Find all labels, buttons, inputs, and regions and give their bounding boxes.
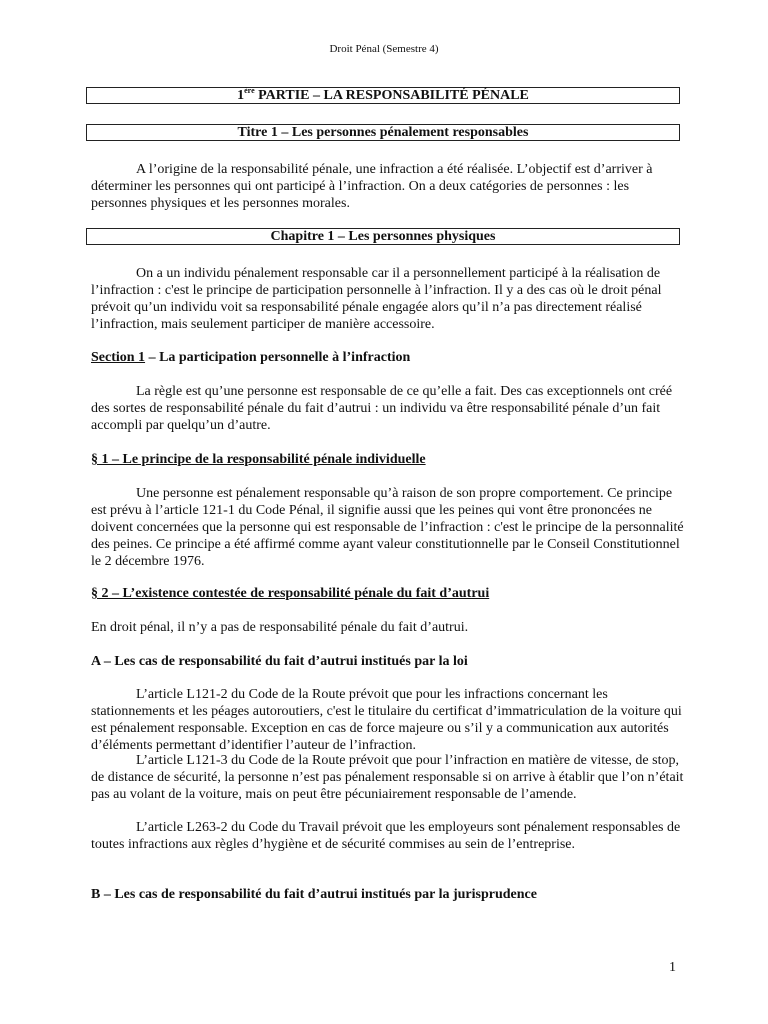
subsection-b-heading: B – Les cas de responsabilité du fait d’autrui institués par la jurisprudence bbox=[91, 887, 537, 902]
subsection-a-text-1: L’article L121-2 du Code de la Route prévoit que pour les infractions concernant les stationnements et les péages autoroutiers, c'est le titulaire du certificat d’immatriculation de la voiture qui est pénalement responsable. Exception en cas de force majeure ou s’il y a communication aux autorités d’éléments permettant d’identifier l’auteur de l’infraction. bbox=[91, 687, 682, 753]
paragraph-1-heading: § 1 – Le principe de la responsabilité pénale individuelle bbox=[91, 452, 426, 467]
section-paragraph: La règle est qu’une personne est responsable de ce qu’elle a fait. Des cas exceptionnels ont créé des sortes de responsabilité pénale du fait d’autrui : un individu va être responsabilité pénale d’un fait accompli par quelqu’un d’autre. bbox=[91, 384, 673, 433]
subsection-a-heading: A – Les cas de responsabilité du fait d’autrui institués par la loi bbox=[91, 654, 468, 669]
paragraph-2-heading: § 2 – L’existence contestée de responsabilité pénale du fait d’autrui bbox=[91, 586, 490, 601]
paragraph-2-text: En droit pénal, il n’y a pas de responsabilité pénale du fait d’autrui. bbox=[91, 620, 469, 635]
partie-heading-box bbox=[86, 87, 680, 104]
chapitre-paragraph: On a un individu pénalement responsable car il a personnellement participé à la réalisation de l’infraction : c'est le principe de participation personnelle à l’infraction. Il y a des cas où le droit pénal prévoit qu’un individu voit sa responsabilité pénale engagée alors qu’il n’a pas directement réalisé l’infraction, mais seulement participer de manière accessoire. bbox=[91, 266, 662, 332]
subsection-a-text-3: L’article L263-2 du Code du Travail prévoit que les employeurs sont pénalement responsables de toutes infractions aux règles d’hygiène et de sécurité commises au sein de l’entreprise. bbox=[91, 820, 681, 852]
paragraph-1-text: Une personne est pénalement responsable qu’à raison de son propre comportement. Ce principe est prévu à l’article 121-1 du Code Pénal, il signifie aussi que les peines qui vont être prononcées ne doivent concernées que la personne qui est responsable de l’infraction : c'est le principe de la personnalité des peines. Ce principe a été affirmé comme ayant valeur constitutionnelle par le Conseil Constitutionnel le 2 décembre 1976. bbox=[91, 486, 684, 569]
section-title: – La participation personnelle à l’infraction bbox=[145, 350, 411, 365]
intro-paragraph: A l’origine de la responsabilité pénale, une infraction a été réalisée. L’objectif est d’arriver à déterminer les personnes qui ont participé à l’infraction. On a deux catégories de personnes : les personnes physiques et les personnes morales. bbox=[91, 162, 653, 211]
section-heading bbox=[91, 349, 687, 366]
section-label: Section 1 bbox=[91, 350, 146, 365]
subsection-a-text-2: L’article L121-3 du Code de la Route prévoit que pour l’infraction en matière de vitesse, de stop, de distance de sécurité, la personne n’est pas pénalement responsable si on arrive à établir que l’on n’était pas au volant de la voiture, mais on peut être pécuniairement responsable de l’amende. bbox=[91, 753, 684, 802]
running-header: Droit Pénal (Semestre 4) bbox=[329, 43, 439, 55]
partie-title: PARTIE – LA RESPONSABILITÉ PÉNALE bbox=[254, 88, 529, 103]
chapitre-heading-box: Chapitre 1 – Les personnes physiques bbox=[86, 228, 680, 245]
page-number: 1 bbox=[669, 960, 676, 975]
titre-heading-box: Titre 1 – Les personnes pénalement responsables bbox=[86, 124, 680, 141]
partie-superscript: ère bbox=[244, 86, 255, 95]
partie-number: 1 bbox=[237, 88, 245, 103]
